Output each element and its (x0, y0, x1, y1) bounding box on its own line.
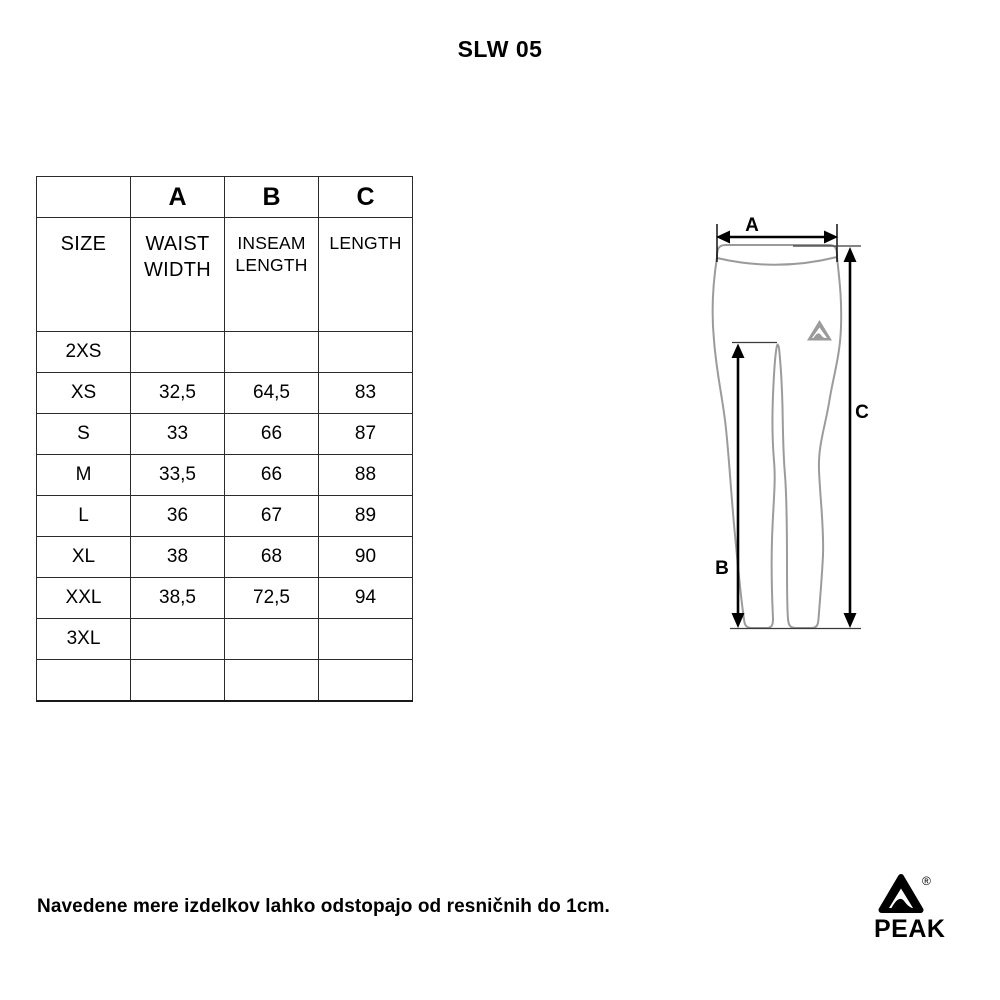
value-a-cell (131, 332, 225, 373)
value-a-cell: 33 (131, 414, 225, 455)
table-row-xs (37, 373, 413, 414)
diagram-label-c: C (855, 402, 869, 423)
value-b-cell: 66 (225, 414, 319, 455)
size-cell (37, 660, 131, 702)
diagram-label-b: B (715, 558, 729, 579)
waist-width-header-cell: WAIST WIDTH (131, 218, 225, 332)
size-cell: 3XL (37, 619, 131, 660)
value-c-cell (319, 332, 413, 373)
table-row-xxl (37, 578, 413, 619)
length-header-cell: LENGTH (319, 218, 413, 332)
value-a-cell (131, 619, 225, 660)
value-b-cell: 64,5 (225, 373, 319, 414)
table-row-empty (37, 660, 413, 702)
value-a-cell: 38,5 (131, 578, 225, 619)
size-table (36, 176, 413, 702)
measure-b-arrow (732, 343, 778, 629)
size-cell: XL (37, 537, 131, 578)
table-row-m (37, 455, 413, 496)
table-row-2xs (37, 332, 413, 373)
table-row-3xl (37, 619, 413, 660)
column-header-row (37, 218, 413, 332)
dim-header-c-cell: C (319, 177, 413, 218)
size-cell: S (37, 414, 131, 455)
value-a-cell: 32,5 (131, 373, 225, 414)
value-c-cell: 83 (319, 373, 413, 414)
value-a-cell: 36 (131, 496, 225, 537)
size-cell: XS (37, 373, 131, 414)
measure-a-arrow (716, 224, 838, 262)
leggings-outline (713, 245, 842, 628)
registered-mark: ® (922, 874, 931, 888)
size-cell: L (37, 496, 131, 537)
table-row-s (37, 414, 413, 455)
value-c-cell: 89 (319, 496, 413, 537)
value-a-cell: 38 (131, 537, 225, 578)
tolerance-note: Navedene mere izdelkov lahko odstopajo od resničnih do 1cm. (37, 896, 610, 917)
value-b-cell (225, 332, 319, 373)
value-c-cell: 90 (319, 537, 413, 578)
value-b-cell: 66 (225, 455, 319, 496)
diagram-label-a: A (745, 215, 759, 236)
dim-header-a-cell: A (131, 177, 225, 218)
value-c-cell (319, 660, 413, 702)
peak-logo (863, 866, 968, 958)
value-b-cell: 67 (225, 496, 319, 537)
value-c-cell: 87 (319, 414, 413, 455)
value-b-cell (225, 660, 319, 702)
value-a-cell: 33,5 (131, 455, 225, 496)
size-cell: M (37, 455, 131, 496)
size-cell: 2XS (37, 332, 131, 373)
value-c-cell: 88 (319, 455, 413, 496)
peak-logo-text: PEAK (874, 915, 946, 943)
value-a-cell (131, 660, 225, 702)
peak-logo-triangle-icon (882, 877, 921, 910)
value-b-cell: 68 (225, 537, 319, 578)
size-cell: XXL (37, 578, 131, 619)
leggings-body (713, 257, 842, 628)
peak-mark-icon (807, 320, 832, 341)
dimension-header-row (37, 177, 413, 218)
page-title: SLW 05 (457, 36, 543, 62)
waistband-top (717, 245, 837, 257)
value-c-cell: 94 (319, 578, 413, 619)
dim-header-b-cell: B (225, 177, 319, 218)
inseam-length-header-cell: INSEAM LENGTH (225, 218, 319, 332)
value-c-cell (319, 619, 413, 660)
dim-header-empty-cell (37, 177, 131, 218)
leggings-diagram (690, 205, 885, 650)
waistband-bottom-seam (717, 257, 837, 265)
value-b-cell: 72,5 (225, 578, 319, 619)
size-header-cell: SIZE (37, 218, 131, 332)
table-row-xl (37, 537, 413, 578)
value-b-cell (225, 619, 319, 660)
table-row-l (37, 496, 413, 537)
